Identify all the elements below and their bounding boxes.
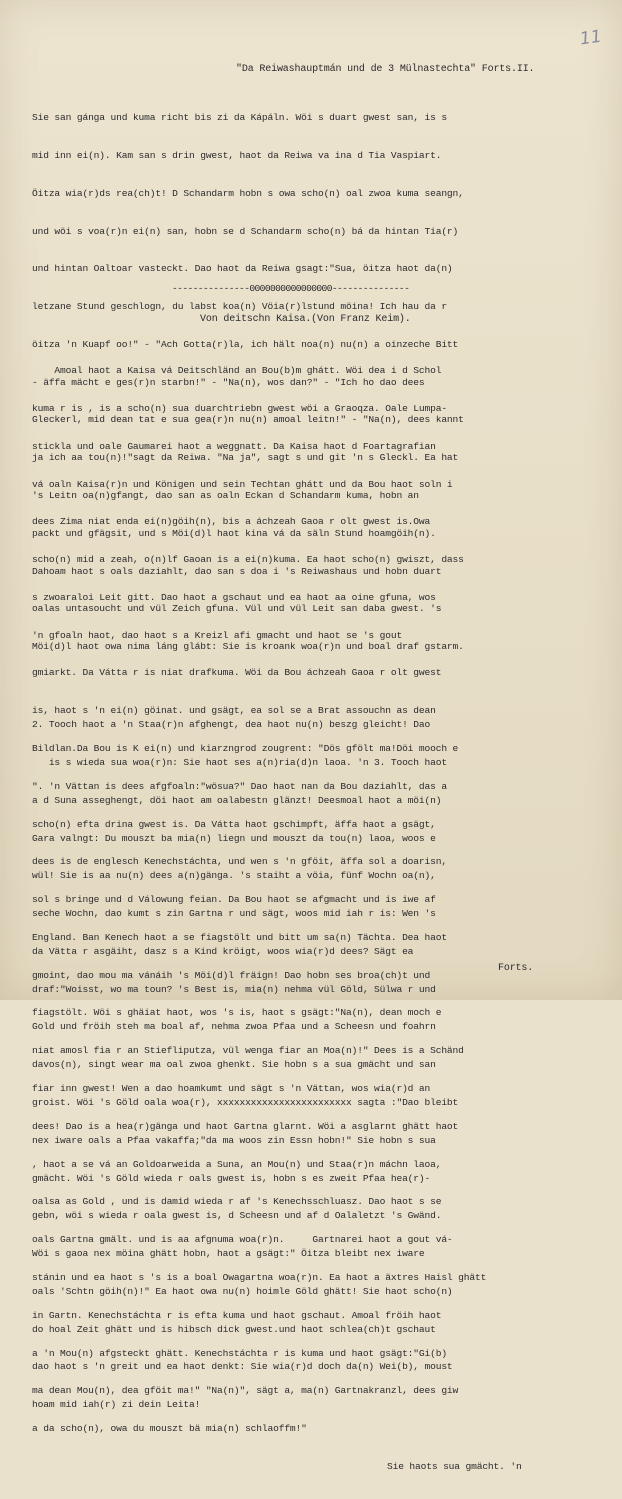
- text-line: scho(n) efta drina gwest is. Da Vátta haot gschimpft, äffa haot a gsägt,: [32, 818, 436, 830]
- text-line: packt und gfägsit, und s Möi(d)l haot kina vá da säln Stund hoamgöih(n).: [32, 527, 436, 539]
- text-line: fiar inn gwest! Wen a dao hoamkumt und sägt s 'n Vättan, wos wia(r)d an: [32, 1083, 431, 1095]
- text-line: niat amosl fia r an Stiefliputza, vül wenga fiar an Moa(n)!" Dees is a Schänd: [32, 1045, 464, 1057]
- text-line: kuma r is , is a scho(n) sua duarchtriebn gwest wöi a Graoqza. Oale Lumpa-: [32, 402, 447, 414]
- text-line: gmächt. Wöi 's Göld wieda r oals gwest is, hobn s es zweit Pfaa hea(r)-: [32, 1172, 431, 1184]
- text-line: nex iware oals a Pfaa vakaffa;"da ma woos zin Essn hobn!" Sie hobn s sua: [32, 1134, 436, 1146]
- text-line: oalsa as Gold , und is damid wieda r af 's Kenechsschluasz. Dao haot s se: [32, 1196, 442, 1208]
- story-part-3: [32, 694, 458, 1437]
- text-line: stickla und oale Gaumarei haot a weggnatt. Da Kaisa haot d Foartagrafian: [32, 440, 436, 452]
- text-line: hoam mid iah(r) zi dein Leita!: [32, 1399, 201, 1411]
- section-title: Von deitschn Kaisa.(Von Franz Keim).: [200, 314, 411, 325]
- text-line: in Gartn. Kenechstáchta r is efta kuma und haot gschaut. Amoal fröih haot: [32, 1309, 442, 1321]
- text-line: da Vätta r asgäiht, dasz s a Kind kröigt, woos wia(r)d dees? Sägt ea: [32, 945, 414, 957]
- text-line: a d Suna asseghengt, döi haot am oalabestn glänzt! Deesmoal haot a möi(n): [32, 794, 442, 806]
- text-line: Dahoam haot s oals daziahlt, dao san s doa i 's Reiwashaus und hobn duart: [32, 565, 442, 577]
- text-line: davos(n), singt wear ma oal zwoa ghenkt. Sie hobn s a sua gmächt und san: [32, 1059, 436, 1071]
- text-line: is, haot s 'n ei(n) göinat. und gsägt, ea sol se a Brat assouchn as dean: [32, 705, 436, 717]
- text-line: letzane Stund geschlogn, du labst koa(n) Vöia(r)lstund möina! Ich hau da r: [32, 301, 447, 313]
- text-line: ". 'n Vättan is dees afgfoaln:"wösua?" Dao haot nan da Bou daziahlt, das a: [32, 780, 447, 792]
- page-number: 11: [579, 26, 604, 50]
- text-line: oals 'Schtn göih(n)!" Ea haot owa nu(n) hoimle Göld ghätt! Sie haot scho(n): [32, 1285, 453, 1297]
- text-line: 's Leitn oa(n)gfangt, dao san as oaln Eckan d Schandarm kuma, hobn an: [32, 490, 419, 501]
- text-line: und wöi s voa(r)n ei(n) san, hobn se d Schandarm scho(n) bá da hintan Tia(r): [32, 225, 459, 237]
- document-header: "Da Reiwashauptmán und de 3 Mülnastechta" Forts.II.: [236, 64, 535, 75]
- text-line: ja ich aa tou(n)!"sagt da Reiwa. "Na ja", sagt s und git 'n s Gleckl. Ea hat: [32, 452, 459, 464]
- text-line: gebn, wöi s wieda r oala gwest is, d Scheesn und af d Oalaletzt 's Gwänd.: [32, 1210, 442, 1222]
- text-line: scho(n) mid a zeah, o(n)lf Gaoan is a ei(n)kuma. Ea haot scho(n) gwiszt, dass: [32, 554, 464, 566]
- text-line: seche Wochn, dao kumt s zin Gartna r und sägt, woos mid iah r is: Wen 's: [32, 908, 436, 920]
- text-line: oalas untasoucht und vül Zeich gfuna. Vül und vül Leit san daba gwest. 's: [32, 603, 442, 615]
- section-divider: ---------------0000000000000000---------------: [172, 283, 410, 294]
- text-line: wül! Sie is aa nu(n) dees a(n)gänga. 's staiht a vöia, fünf Wochn oa(n),: [32, 870, 436, 882]
- text-line: dao haot s 'n greit und ea haot denkt: Sie wia(r)d doch da(n) Wei(b), moust: [32, 1361, 453, 1373]
- text-line: Amoal haot a Kaisa vá Deitschländ an Bou(b)m ghátt. Wöi dea i d Schol: [32, 365, 442, 377]
- text-line: groist. Wöi 's Göld oala woa(r), xxxxxxxxxxxxxxxxxxxxxxxx sagta :"Dao bleibt: [32, 1097, 459, 1108]
- continuation-note: Forts.: [498, 963, 534, 974]
- text-line: gmiarkt. Da Vátta r is niat drafkuma. Wöi da Bou áchzeah Gaoa r olt gwest: [32, 667, 442, 679]
- text-line: is s wieda sua woa(r)n: Sie haot ses a(n)ria(d)n laoa. 'n 3. Tooch haot: [32, 756, 447, 768]
- text-line: sol s bringe und d Válowung feian. Da Bou haot se afgmacht und is iwe af: [32, 894, 436, 906]
- text-line: dees! Dao is a hea(r)gänga und haot Gartna glarnt. Wöi a asglarnt ghätt haot: [32, 1120, 459, 1132]
- text-line: Möi(d)l haot owa nima láng glábt: Sie is kroank woa(r)n und boal draf gstarm.: [32, 641, 464, 653]
- text-line: gmoint, dao mou ma vánáih 's Möi(d)l fräign! Dao hobn ses broa(ch)t und: [32, 969, 431, 981]
- text-line: England. Ban Kenech haot a se fiagstölt und bitt um sa(n) Tächta. Dea haot: [32, 931, 447, 943]
- text-line: öitza 'n Kuapf oo!" - "Ach Gotta(r)la, ich hält noa(n) nu(n) a oinzeche Bitt: [32, 338, 459, 350]
- text-line: dees Zima niat enda ei(n)göih(n), bis a áchzeah Gaoa r olt gwest is.Owa: [32, 516, 431, 528]
- text-line: Gleckerl, mid dean tat e sua gea(r)n nu(n) amoal leitn!" - "Na(n), dees kannt: [32, 414, 464, 426]
- text-line: Öitza wia(r)ds rea(ch)t! D Schandarm hobn s owa scho(n) oal zwoa kuma seangn,: [32, 187, 464, 199]
- text-line: Wöi s gaoa nex möina ghätt hobn, haot a gsägt:" Öitza bleibt nex iware: [32, 1248, 425, 1260]
- text-line: a da scho(n), owa du mouszt bä mia(n) schlaoffm!": [32, 1423, 307, 1435]
- text-line: 'n gfoaln haot, dao haot s a Kreizl afi gmacht und haot se 's gout: [32, 629, 403, 641]
- text-line: mid inn ei(n). Kam san s drin gwest, haot da Reiwa va ina d Tia Vaspiart.: [32, 149, 442, 161]
- text-line: do hoal Zeit ghätt und is hibsch dick gwest.und haot schlea(ch)t gschaut: [32, 1323, 436, 1335]
- text-line: , haot a se vá an Goldoarweida a Suna, an Mou(n) und Staa(r)n máchn laoa,: [32, 1158, 442, 1170]
- text-line: und hintan Oaltoar vasteckt. Dao haot da Reiwa gsagt:"Sua, öitza haot da(n): [32, 263, 453, 275]
- text-line: oals Gartna gmält. und is aa afgnuma woa(r)n. Gartnarei haot a gout vá-: [32, 1234, 453, 1246]
- text-line: a 'n Mou(n) afgsteckt ghätt. Kenechstáchta r is kuma und haot gsägt:"Gi(b): [32, 1347, 447, 1359]
- text-line: draf:"Woisst, wo ma toun? 's Best is, mia(n) nehma vül Göld, Sülwa r und: [32, 983, 436, 995]
- text-line: Sie san gánga und kuma richt bis zi da Kápáln. Wöi s duart gwest san, is s: [32, 112, 447, 124]
- text-line: Sie haots sua gmächt. 'n: [387, 1460, 522, 1472]
- text-line: stánin und ea haot s 's is a boal Owagartna woa(r)n. Ea haot a äxtres Haisl ghätt: [32, 1271, 487, 1283]
- text-line: ma dean Mou(n), dea gföit ma!" "Na(n)", sägt a, ma(n) Gartnakranzl, dees giw: [32, 1385, 459, 1397]
- text-line: - äffa mächt e ges(r)n starbn!" - "Na(n), wos dan?" - "Ich ho dao dees: [32, 376, 425, 388]
- text-line: fiagstölt. Wöi s ghäiat haot, wos 's is, haot s gsägt:"Na(n), dean moch e: [32, 1007, 442, 1019]
- text-line: Gara valngt: Du mouszt ba mia(n) liegn und mouszt da tou(n) laoa, woos e: [32, 832, 436, 844]
- text-line: dees is de englesch Kenechstáchta, und wen s 'n gföit, äffa sol a doarisn,: [32, 856, 447, 868]
- text-line: 2. Tooch haot a 'n Staa(r)n afghengt, dea haot nu(n) beszg gleicht! Dao: [32, 719, 431, 731]
- text-line: vá oaln Kaisa(r)n und Königen und sein Techtan ghátt und da Bou haot soln i: [32, 478, 453, 490]
- text-line: s zwoaraloi Leit gitt. Dao haot a gschaut und ea haot aa oine gfuna, wos: [32, 591, 436, 603]
- text-line: Gold und fröih steh ma boal af, nehma zwoa Pfaa und a Scheesn und foahrn: [32, 1021, 436, 1033]
- text-line: Bildlan.Da Bou is K ei(n) und kiarzngrod zougrent: "Dös gfölt ma!Döi mooch e: [32, 743, 459, 754]
